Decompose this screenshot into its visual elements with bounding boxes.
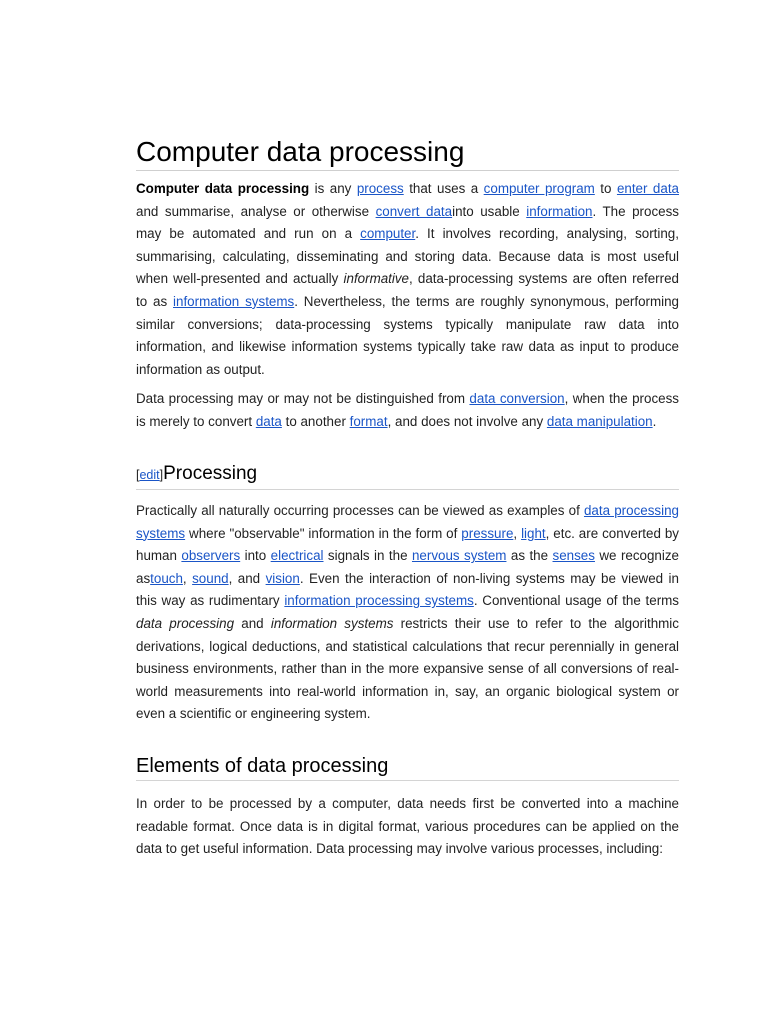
link-enter-data[interactable]: enter data — [616, 181, 679, 196]
text: into — [240, 548, 271, 564]
text: , etc. are converted by human — [136, 525, 679, 564]
link-data-manipulation[interactable]: data manipulation — [546, 413, 653, 429]
text: and — [234, 615, 271, 631]
text: restricts their use to refer to the algorithmic derivations, logical deductions, and statistical calculations that recur perennially in general business environments, rather than in the more expansive sense of all conversions of real-world measurements into real-world information in, say, an organic biological system or even a scientific or engineering system. — [136, 615, 679, 722]
edit-link[interactable]: edit — [139, 468, 160, 482]
text: that uses a — [403, 181, 484, 196]
link-sound[interactable]: sound — [192, 570, 229, 586]
text: , — [513, 525, 522, 541]
text: where "observable" information in the form of — [185, 525, 462, 541]
edit-close-bracket: ] — [159, 468, 164, 482]
edit-open-bracket: [ — [136, 468, 140, 482]
text: . The process may be automated and run on a — [136, 203, 679, 242]
link-information[interactable]: information — [526, 203, 593, 219]
text: Data processing may or may not be distinguished from — [136, 391, 470, 406]
link-light[interactable]: light — [521, 525, 546, 541]
section-title: Processing — [163, 463, 258, 484]
edit-bracket — [136, 468, 163, 482]
text: is any — [309, 181, 357, 196]
link-observers[interactable]: observers — [181, 548, 241, 564]
link-pressure[interactable]: pressure — [461, 525, 514, 541]
link-computer[interactable]: computer — [360, 226, 416, 242]
link-computer-program[interactable]: computer program — [483, 181, 595, 196]
section-heading-processing — [136, 460, 679, 490]
text: , — [182, 570, 193, 586]
italic-term: informative — [343, 271, 410, 287]
processing-paragraph — [136, 500, 679, 726]
text: signals in the — [323, 548, 412, 564]
link-data-conversion[interactable]: data conversion — [469, 391, 565, 406]
text: to another — [281, 413, 350, 429]
link-data[interactable]: data — [255, 413, 282, 429]
text: . Nevertheless, the terms are roughly synonymous, performing similar conversions; data-processing systems typically manipulate raw data into information, and likewise information systems typically take raw data as input to produce information as output. — [136, 293, 679, 377]
text: . Conventional usage of the terms — [473, 593, 680, 609]
link-vision[interactable]: vision — [265, 570, 300, 586]
text: , data-processing systems are often referred to as — [136, 271, 679, 309]
text: . — [652, 413, 657, 429]
link-information-processing-systems[interactable]: information processing systems — [284, 593, 474, 609]
link-touch[interactable]: touch — [150, 570, 183, 586]
italic-term: data processing — [136, 615, 235, 631]
section-heading-elements: Elements of data processing — [136, 752, 679, 781]
text: to — [594, 181, 617, 196]
elements-paragraph — [136, 793, 679, 861]
text: , and does not involve any — [387, 413, 547, 429]
italic-term: information systems — [270, 615, 394, 631]
link-convert-data[interactable]: convert data — [375, 203, 453, 219]
text: into usable — [452, 203, 527, 219]
text: . It involves recording, analysing, sorting, summarising, calculating, disseminating and storing data. Because data is most useful when well-presented and actually — [136, 226, 679, 287]
text: . Even the interaction of non-living systems may be viewed in this way as rudimentary — [136, 570, 679, 609]
conversion-paragraph — [136, 388, 679, 433]
intro-paragraph — [136, 178, 679, 381]
text: and summarise, analyse or otherwise — [136, 203, 376, 219]
paragraph-text: In order to be processed by a computer, data needs first be converted into a machine readable format. Once data is in digital format, various procedures can be applied on the data to get useful information. Data processing may involve various processes, including: — [136, 796, 679, 857]
text: we recognize as — [136, 548, 680, 586]
link-format[interactable]: format — [349, 413, 388, 429]
text: Practically all naturally occurring processes can be viewed as examples of — [136, 503, 584, 518]
link-electrical[interactable]: electrical — [270, 548, 324, 564]
link-senses[interactable]: senses — [552, 548, 595, 564]
bold-term: Computer data processing — [136, 181, 310, 196]
link-information-systems[interactable]: information systems — [173, 293, 295, 309]
text: as the — [506, 548, 553, 564]
page-title: Computer data processing — [136, 134, 679, 171]
text: , when the process is merely to convert — [136, 391, 679, 429]
link-nervous-system[interactable]: nervous system — [411, 548, 507, 564]
link-data-processing-systems[interactable]: data processing systems — [136, 503, 679, 541]
link-process[interactable]: process — [356, 181, 404, 196]
text: , and — [228, 570, 266, 586]
